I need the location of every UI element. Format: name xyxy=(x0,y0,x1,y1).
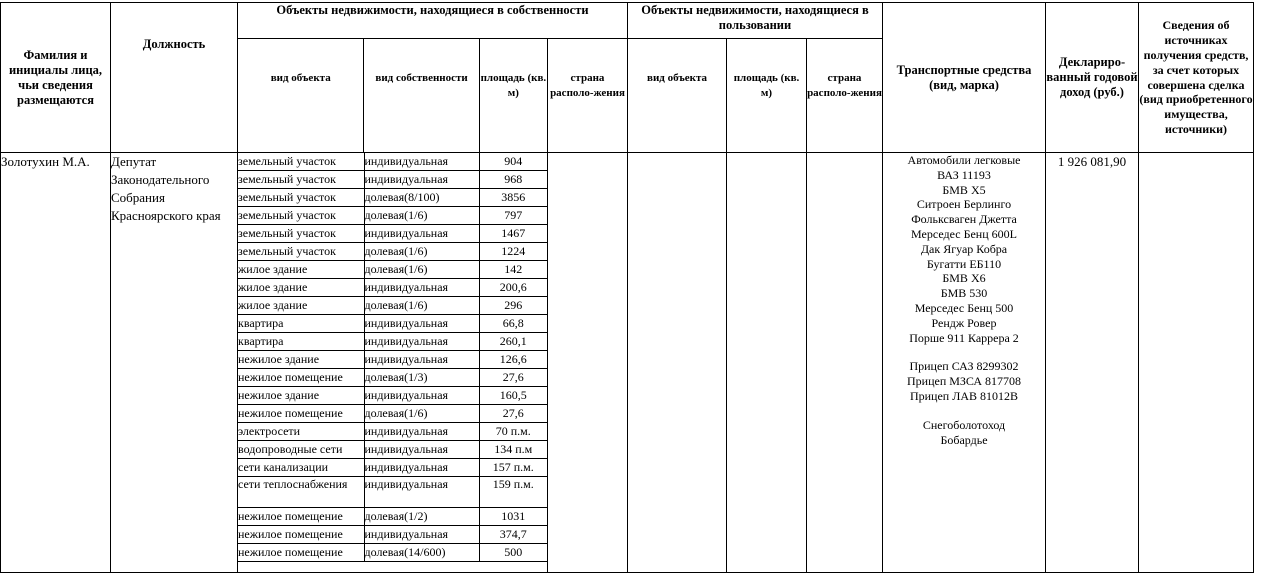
car-item: Рендж Ровер xyxy=(931,315,997,330)
vehicles-cell xyxy=(883,153,1046,573)
cars-list xyxy=(883,168,1045,346)
header-used-area: площадь (кв. м) xyxy=(727,39,807,153)
used-country-cell xyxy=(807,153,883,573)
property-area: 66,8 xyxy=(479,315,547,333)
property-row xyxy=(238,351,547,369)
header-used-country: страна располо-жения xyxy=(807,39,883,153)
property-ownership: индивидуальная xyxy=(364,351,479,369)
property-ownership: долевая(1/6) xyxy=(364,297,479,315)
property-type: жилое здание xyxy=(238,261,364,279)
property-row xyxy=(238,207,547,225)
property-ownership: долевая(1/6) xyxy=(364,261,479,279)
property-ownership: индивидуальная xyxy=(364,441,479,459)
person-name: Золотухин М.А. xyxy=(1,153,111,573)
trailers-list xyxy=(883,359,1045,403)
header-used-group: Объекты недвижимости, находящиеся в пользовании xyxy=(628,3,883,39)
property-type: жилое здание xyxy=(238,297,364,315)
property-type: нежилое здание xyxy=(238,387,364,405)
property-type: водопроводные сети xyxy=(238,441,364,459)
car-item: Бугатти ЕБ110 xyxy=(926,256,1002,271)
property-type: нежилое помещение xyxy=(238,544,364,562)
property-type: квартира xyxy=(238,315,364,333)
property-area: 200,6 xyxy=(479,279,547,297)
property-area: 296 xyxy=(479,297,547,315)
property-area: 126,6 xyxy=(479,351,547,369)
property-ownership: долевая(14/600) xyxy=(364,544,479,562)
property-area: 159 п.м. xyxy=(479,477,547,508)
property-ownership: индивидуальная xyxy=(364,459,479,477)
header-owned-group: Объекты недвижимости, находящиеся в собственности xyxy=(238,3,628,39)
property-row xyxy=(238,333,547,351)
property-area: 1467 xyxy=(479,225,547,243)
property-area: 500 xyxy=(479,544,547,562)
property-area: 3856 xyxy=(479,189,547,207)
car-item: Порше 911 Каррера 2 xyxy=(909,330,1019,345)
property-row xyxy=(238,279,547,297)
property-type: жилое здание xyxy=(238,279,364,297)
property-row xyxy=(238,477,547,508)
property-area: 27,6 xyxy=(479,369,547,387)
property-ownership: индивидуальная xyxy=(364,423,479,441)
car-item: Ситроен Берлинго xyxy=(916,197,1012,212)
header-ownership-type: вид собственности xyxy=(364,39,479,153)
header-sources: Сведения об источниках получения средств, за счет которых совершена сделка (вид приобретенного имущества, источники) xyxy=(1139,3,1254,153)
property-area: 1224 xyxy=(479,243,547,261)
header-income: Деклариро-ванный годовой доход (руб.) xyxy=(1046,3,1139,153)
property-row xyxy=(238,544,547,562)
property-ownership: долевая(1/6) xyxy=(364,207,479,225)
trailer-item: Прицеп САЗ 8299302 xyxy=(909,359,1019,374)
property-type: земельный участок xyxy=(238,225,364,243)
property-area: 374,7 xyxy=(479,526,547,544)
declared-income: 1 926 081,90 xyxy=(1046,153,1139,573)
property-type: нежилое помещение xyxy=(238,526,364,544)
other-vehicle-item: Бобардье xyxy=(940,432,988,447)
used-area-cell xyxy=(727,153,807,573)
property-row xyxy=(238,387,547,405)
property-area: 70 п.м. xyxy=(479,423,547,441)
property-ownership: индивидуальная xyxy=(364,171,479,189)
car-item: БМВ Х6 xyxy=(942,271,986,286)
property-type: электросети xyxy=(238,423,364,441)
property-type: нежилое помещение xyxy=(238,405,364,423)
property-ownership: индивидуальная xyxy=(364,225,479,243)
property-type: земельный участок xyxy=(238,189,364,207)
property-ownership: долевая(1/6) xyxy=(364,405,479,423)
header-country: страна располо-жения xyxy=(548,39,628,153)
property-area: 142 xyxy=(479,261,547,279)
cars-label: Автомобили легковые xyxy=(907,153,1021,167)
property-row xyxy=(238,225,547,243)
car-item: Дак Ягуар Кобра xyxy=(920,241,1008,256)
header-name: Фамилия и инициалы лица, чьи сведения размещаются xyxy=(1,3,111,153)
property-row xyxy=(238,153,547,171)
property-ownership: индивидуальная xyxy=(364,153,479,171)
property-row xyxy=(238,243,547,261)
property-area: 797 xyxy=(479,207,547,225)
trailer-item: Прицеп ЛАВ 81012В xyxy=(909,388,1019,403)
property-type: нежилое помещение xyxy=(238,369,364,387)
header-vehicles: Транспортные средства (вид, марка) xyxy=(883,3,1046,153)
property-ownership: долевая(1/2) xyxy=(364,508,479,526)
person-position: Депутат Законодательного Собрания Красноярского края xyxy=(111,153,238,573)
property-area: 157 п.м. xyxy=(479,459,547,477)
property-area: 1031 xyxy=(479,508,547,526)
property-type: земельный участок xyxy=(238,153,364,171)
property-area: 260,1 xyxy=(479,333,547,351)
property-row xyxy=(238,441,547,459)
header-object-type: вид объекта xyxy=(238,39,364,153)
car-item: БМВ Х5 xyxy=(942,182,986,197)
property-area: 27,6 xyxy=(479,405,547,423)
owned-properties-list xyxy=(238,153,547,562)
property-row xyxy=(238,315,547,333)
property-ownership: индивидуальная xyxy=(364,387,479,405)
header-used-object-type: вид объекта xyxy=(628,39,727,153)
property-ownership: долевая(1/3) xyxy=(364,369,479,387)
property-area: 134 п.м xyxy=(479,441,547,459)
property-ownership: индивидуальная xyxy=(364,279,479,297)
property-area: 160,5 xyxy=(479,387,547,405)
property-row xyxy=(238,261,547,279)
property-ownership: индивидуальная xyxy=(364,315,479,333)
property-type: нежилое здание xyxy=(238,351,364,369)
property-type: нежилое помещение xyxy=(238,508,364,526)
used-object-type-cell xyxy=(628,153,727,573)
property-type: сети теплоснабжения xyxy=(238,477,364,508)
property-row xyxy=(238,189,547,207)
property-area: 968 xyxy=(479,171,547,189)
property-row xyxy=(238,459,547,477)
property-ownership: долевая(8/100) xyxy=(364,189,479,207)
car-item: Мерседес Бенц 600L xyxy=(911,226,1017,241)
property-type: квартира xyxy=(238,333,364,351)
header-area: площадь (кв. м) xyxy=(479,39,547,153)
property-type: земельный участок xyxy=(238,171,364,189)
property-row xyxy=(238,405,547,423)
property-row xyxy=(238,508,547,526)
property-row xyxy=(238,369,547,387)
owned-country-cell xyxy=(548,153,628,573)
sources-cell xyxy=(1139,153,1254,573)
property-row xyxy=(238,171,547,189)
property-type: земельный участок xyxy=(238,207,364,225)
property-type: земельный участок xyxy=(238,243,364,261)
car-item: БМВ 530 xyxy=(940,286,988,301)
owned-properties-cell xyxy=(238,153,548,573)
car-item: Мерседес Бенц 500 xyxy=(914,300,1014,315)
property-row xyxy=(238,423,547,441)
property-ownership: индивидуальная xyxy=(364,477,479,508)
car-item: ВАЗ 11193 xyxy=(937,167,991,182)
property-type: сети канализации xyxy=(238,459,364,477)
property-ownership: долевая(1/6) xyxy=(364,243,479,261)
car-item: Фольксваген Джетта xyxy=(911,212,1017,227)
other-vehicles-list xyxy=(883,418,1045,448)
property-ownership: индивидуальная xyxy=(364,333,479,351)
header-position: Должность xyxy=(111,3,238,153)
trailer-item: Прицеп МЗСА 817708 xyxy=(906,374,1021,389)
declaration-table xyxy=(0,2,1254,573)
other-vehicle-item: Снегоболотоход xyxy=(922,417,1006,432)
property-area: 904 xyxy=(479,153,547,171)
property-row xyxy=(238,526,547,544)
property-row xyxy=(238,297,547,315)
property-ownership: индивидуальная xyxy=(364,526,479,544)
